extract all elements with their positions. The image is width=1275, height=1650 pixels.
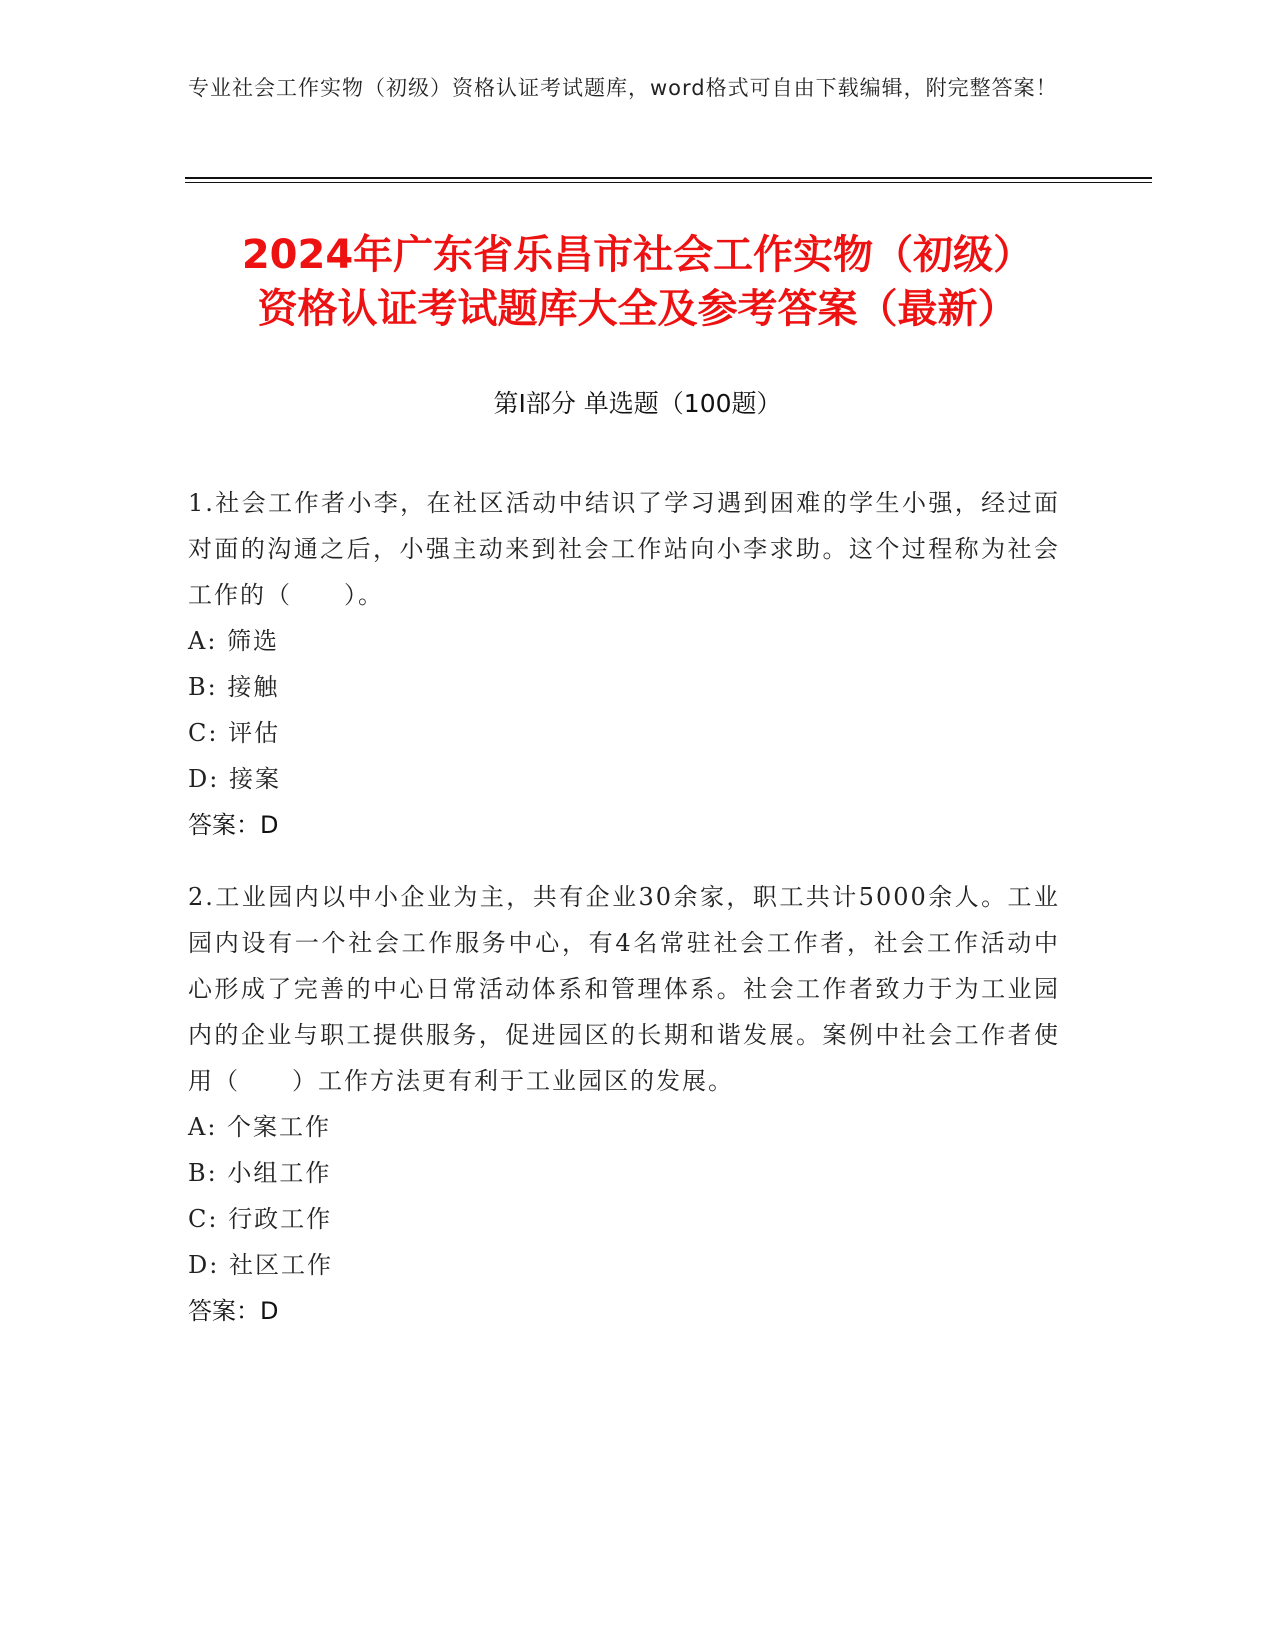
- option-a: A: 筛选: [188, 627, 280, 655]
- header-note: 专业社会工作实物（初级）资格认证考试题库，word格式可自由下载编辑，附完整答案！: [188, 76, 1058, 100]
- document-title-line-1: 2024年广东省乐昌市社会工作实物（初级）: [241, 232, 1034, 278]
- document-title: [150, 228, 1125, 336]
- answer: 答案：D: [188, 811, 279, 839]
- question-1: [188, 480, 1060, 848]
- header-divider-thin: [185, 182, 1152, 183]
- option-d: D: 接案: [188, 765, 281, 793]
- option-a: A: 个案工作: [188, 1113, 332, 1141]
- header-divider-thick: [185, 177, 1152, 179]
- question-2: [188, 874, 1060, 1334]
- option-c: C: 评估: [188, 719, 281, 747]
- section-heading: 第Ⅰ部分 单选题（100题）: [493, 389, 782, 418]
- option-b: B: 小组工作: [188, 1159, 332, 1187]
- document-title-line-2: 资格认证考试题库大全及参考答案（最新）: [257, 286, 1018, 332]
- option-d: D: 社区工作: [188, 1251, 333, 1279]
- option-c: C: 行政工作: [188, 1205, 333, 1233]
- option-b: B: 接触: [188, 673, 280, 701]
- answer: 答案：D: [188, 1297, 279, 1325]
- question-stem: 1.社会工作者小李，在社区活动中结识了学习遇到困难的学生小强，经过面对面的沟通之后，小强主动来到社会工作站向小李求助。这个过程称为社会工作的（ ）。: [188, 489, 1060, 609]
- question-stem: 2.工业园内以中小企业为主，共有企业30余家，职工共计5000余人。工业园内设有一个社会工作服务中心，有4名常驻社会工作者，社会工作活动中心形成了完善的中心日常活动体系和管理体系。社会工作者致力于为工业园内的企业与职工提供服务，促进园区的长期和谐发展。案例中社会工作者使用（ ）工作方法更有利于工业园区的发展。: [188, 883, 1060, 1095]
